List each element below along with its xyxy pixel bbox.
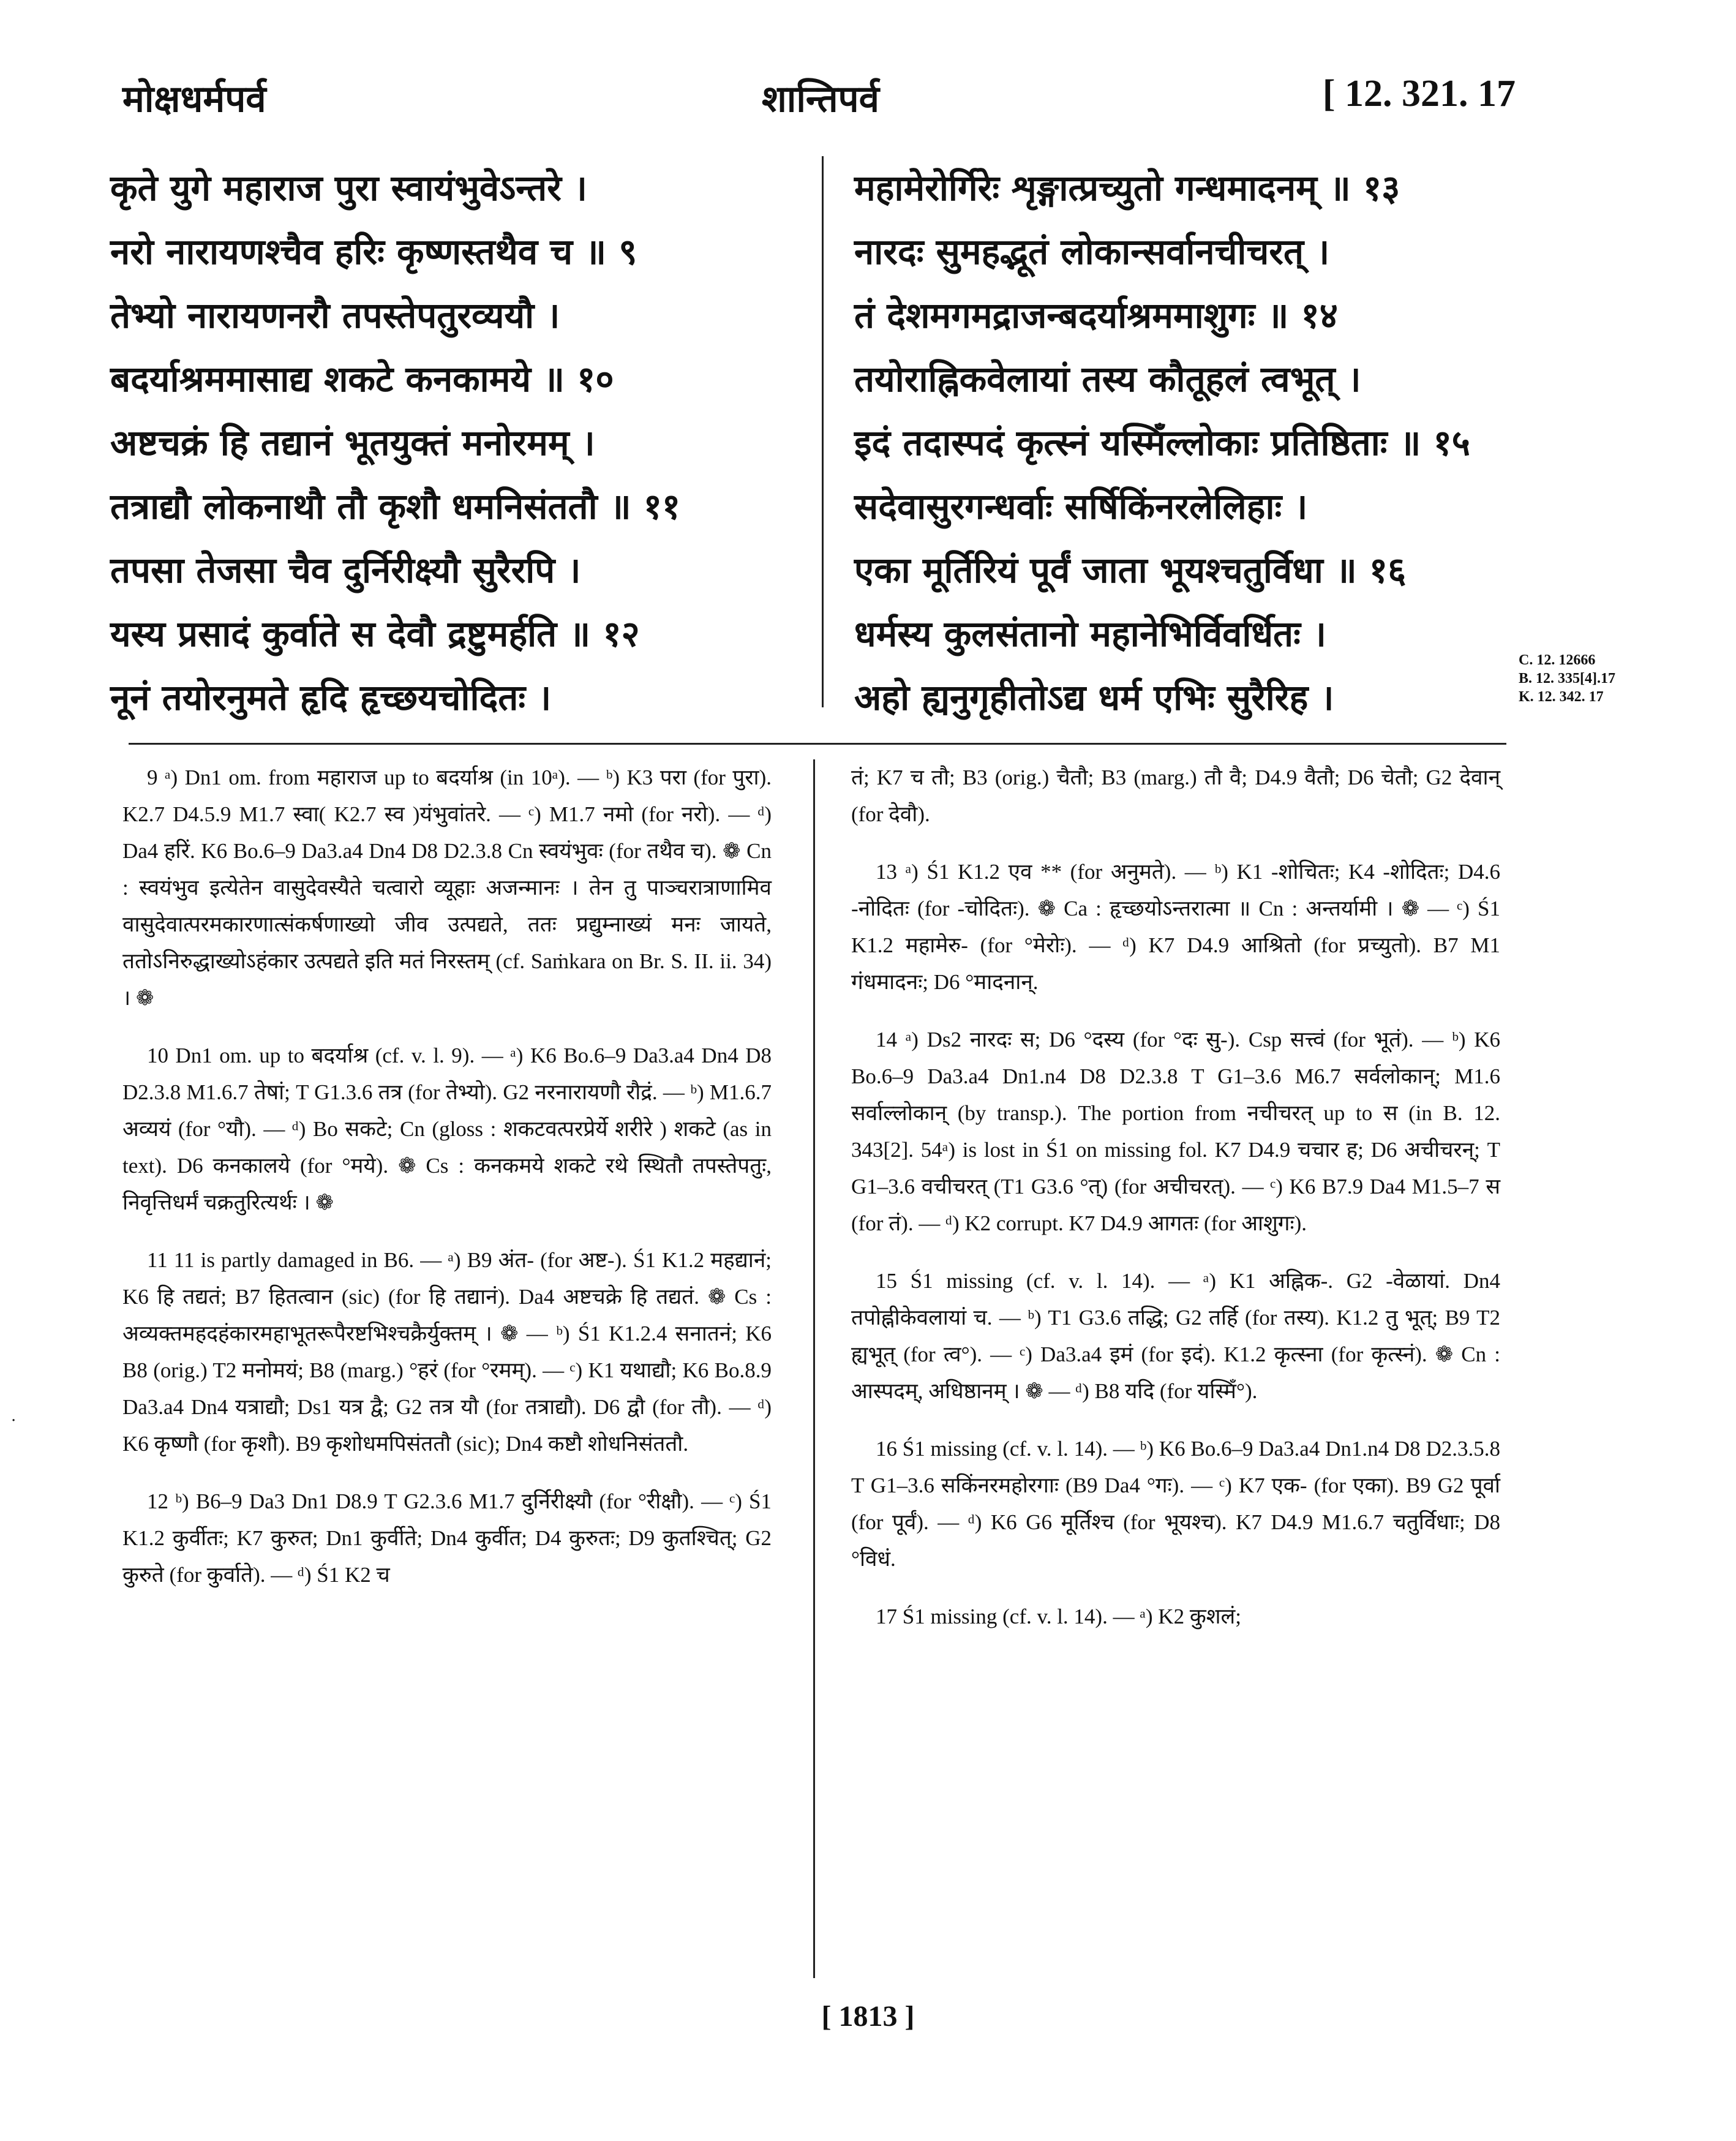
- section-rule: [129, 743, 1506, 745]
- concordance-ref: K. 12. 342. 17: [1519, 689, 1604, 705]
- notes-column-left: [122, 759, 772, 1614]
- margin-speck: ·: [11, 1412, 17, 1430]
- apparatus-note: 15 Ś1 missing (cf. v. l. 14). — ᵃ) K1 अह्निक-. G2 -वेळायां. Dn4 तपोह्नीकेवलायां च. — ᵇ) T1 G3.6 तद्धि; G2 तर्हि (for तस्य). K1.2 तु भूत्; B9 T2 ह्यभूत् (for त्व°). — ᶜ) Da3.a4 इमं (for इदं). K1.2 कृत्स्ना (for कृत्स्नं). ❁ Cn : आस्पदम्, अधिष्ठानम् । ❁ — ᵈ) B8 यदि (for यस्मिँ°).: [851, 1269, 1500, 1403]
- apparatus-note: 17 Ś1 missing (cf. v. l. 14). — ᵃ) K2 कुशलं;: [876, 1605, 1241, 1628]
- verse-line: तेभ्यो नारायणनरौ तपस्तेपतुरव्ययौ ।: [110, 295, 560, 336]
- notes-column-right: [851, 759, 1500, 1656]
- concordance-references: [1519, 651, 1615, 706]
- page-number: [ 1813 ]: [821, 2000, 915, 2033]
- verse-line: नूनं तयोरनुमते हृदि हृच्छयचोदितः ।: [110, 677, 552, 718]
- verse-line: अष्टचक्रं हि तद्यानं भूतयुक्तं मनोरमम् ।: [110, 422, 595, 464]
- verse-line: इदं तदास्पदं कृत्स्नं यस्मिँल्लोकाः प्रतिष्ठिताः ॥ १५: [854, 422, 1470, 464]
- verse-line: अहो ह्यनुगृहीतोऽद्य धर्म एभिः सुरैरिह ।: [854, 677, 1334, 718]
- running-head-reference: [ 12. 321. 17: [1322, 73, 1516, 115]
- notes-column-divider: [813, 759, 815, 1978]
- apparatus-note: 12 ᵇ) B6–9 Da3 Dn1 D8.9 T G2.3.6 M1.7 दुर्निरीक्ष्यौ (for °रीक्षौ). — ᶜ) Ś1 K1.2 कुर्वीतः; K7 कुरुत; Dn1 कुर्वीते; Dn4 कुर्वीत; D4 कुरुतः; D9 कुतश्चित्; G2 कुरुते (for कुर्वाते). — ᵈ) Ś1 K2 च: [122, 1489, 772, 1587]
- running-head-center: शान्तिपर्व: [762, 78, 879, 121]
- apparatus-note: 9 ᵃ) Dn1 om. from महाराज up to बदर्याश्र (in 10ᵃ). — ᵇ) K3 परा (for पुरा). K2.7 D4.5.9 M1.7 स्वा( K2.7 स्व )यंभुवांतरे. — ᶜ) M1.7 नमो (for नरो). — ᵈ) Da4 हरिं. K6 Bo.6–9 Da3.a4 Dn4 D8 D2.3.8 Cn स्वयंभुवः (for तथैव च). ❁ Cn : स्वयंभुव इत्येतेन वासुदेवस्यैते चत्वारो व्यूहाः अजन्मानः । तेन तु पाञ्चरात्राणामिव वासुदेवात्परमकारणात्संकर्षणाख्यो जीव उत्पद्यते, ततः प्रद्युम्नाख्यं मनः जायते, ततोऽनिरुद्धाख्योऽहंकार उत्पद्यते इति मतं निरस्तम् (cf. Saṁkara on Br. S. II. ii. 34) । ❁: [122, 766, 772, 1010]
- verse-line: महामेरोर्गिरेः शृङ्गात्प्रच्युतो गन्धमादनम् ॥ १३: [854, 167, 1400, 209]
- verse-line: सदेवासुरगन्धर्वाः सर्षिकिंनरलेलिहाः ।: [854, 486, 1308, 527]
- verse-line: नारदः सुमहद्भूतं लोकान्सर्वानचीचरत् ।: [854, 231, 1330, 273]
- apparatus-note: 10 Dn1 om. up to बदर्याश्र (cf. v. l. 9). — ᵃ) K6 Bo.6–9 Da3.a4 Dn4 D8 D2.3.8 M1.6.7 तेषां; T G1.3.6 तत्र (for तेभ्यो). G2 नरनारायणौ रौद्रं. — ᵇ) M1.6.7 अव्ययं (for °यौ). — ᵈ) Bo सकटे; Cn (gloss : शकटवत्परप्रेर्ये शरीरे ) शकटे (as in text). D6 कनकालये (for °मये). ❁ Cs : कनकमये शकटे रथे स्थितौ तपस्तेपतुः, निवृत्तिधर्मं चक्रतुरित्यर्थः । ❁: [122, 1044, 772, 1214]
- verse-line: तत्राद्यौ लोकनाथौ तौ कृशौ धमनिसंततौ ॥ ११: [110, 486, 681, 527]
- verse-column-right: [854, 156, 1546, 729]
- verse-line: यस्य प्रसादं कुर्वाते स देवौ द्रष्टुमर्हति ॥ १२: [110, 613, 640, 655]
- apparatus-note: 14 ᵃ) Ds2 नारदः स; D6 °दस्य (for °दः सु-). Csp सत्त्वं (for भूतं). — ᵇ) K6 Bo.6–9 Da3.a4 Dn1.n4 D8 D2.3.8 T G1–3.6 M6.7 सर्वलोकान्; M1.6 सर्वाल्लोकान् (by transp.). The portion from नचीचरत् up to स (in B. 12. 343[2]. 54ᵃ) is lost in Ś1 on missing fol. K7 D4.9 चचार ह; D6 अचीचरन्; T G1–3.6 वचीचरत् (T1 G3.6 °त्) (for अचीचरत्). — ᶜ) K6 B7.9 Da4 M1.5–7 स (for तं). — ᵈ) K2 corrupt. K7 D4.9 आगतः (for आशुगः).: [851, 1028, 1500, 1235]
- apparatus-note: 16 Ś1 missing (cf. v. l. 14). — ᵇ) K6 Bo.6–9 Da3.a4 Dn1.n4 D8 D2.3.5.8 T G1–3.6 सकिंनरमहोरगाः (B9 Da4 °गः). — ᶜ) K7 एक- (for एका). B9 G2 पूर्वा (for पूर्वं). — ᵈ) K6 G6 मूर्तिश्च (for भूयश्च). K7 D4.9 M1.6.7 चतुर्विधाः; D8 °विधं.: [851, 1437, 1500, 1571]
- concordance-ref: C. 12. 12666: [1519, 652, 1596, 668]
- verse-line: धर्मस्य कुलसंतानो महानेभिर्विवर्धितः ।: [854, 613, 1326, 655]
- apparatus-note: तं; K7 च तौ; B3 (orig.) चैतौ; B3 (marg.) तौ वै; D4.9 वैतौ; D6 चेतौ; G2 देवान् (for देवौ).: [851, 766, 1500, 826]
- apparatus-note: 13 ᵃ) Ś1 K1.2 एव ** (for अनुमते). — ᵇ) K1 -शोचितः; K4 -शोदितः; D4.6 -नोदितः (for -चोदितः). ❁ Ca : हृच्छयोऽन्तरात्मा ॥ Cn : अन्तर्यामी । ❁ — ᶜ) Ś1 K1.2 महामेरु- (for °मेरोः). — ᵈ) K7 D4.9 आश्रितो (for प्रच्युतो). B7 M1 गंधमादनः; D6 °मादनान्.: [851, 860, 1500, 994]
- running-head-left: मोक्षधर्मपर्व: [122, 78, 266, 121]
- concordance-ref: B. 12. 335[4].17: [1519, 671, 1615, 687]
- apparatus-note: 11 11 is partly damaged in B6. — ᵃ) B9 अंत- (for अष्ट-). Ś1 K1.2 महद्यानं; K6 हि तद्यतं; B7 हितत्वान (sic) (for हि तद्यानं). Da4 अष्टचक्रे हि तद्यतं. ❁ Cs : अव्यक्तमहदहंकारमहाभूतरूपैरष्टभिश्चक्रैर्युक्तम् । ❁ — ᵇ) Ś1 K1.2.4 सनातनं; K6 B8 (orig.) T2 मनोमयं; B8 (marg.) °हरं (for °रमम्). — ᶜ) K1 यथाद्यौ; K6 Bo.8.9 Da3.a4 Dn4 यत्राद्यौ; Ds1 यत्र द्वै; G2 तत्र यौ (for तत्राद्यौ). D6 द्वौ (for तौ). — ᵈ) K6 कृष्णौ (for कृशौ). B9 कृशोधमपिसंततौ (sic); Dn4 कष्टौ शोधनिसंततौ.: [122, 1248, 772, 1456]
- critical-apparatus: [122, 759, 1500, 1984]
- verse-line: बदर्याश्रममासाद्य शकटे कनकामये ॥ १०: [110, 358, 614, 400]
- verse-column-divider: [822, 156, 824, 707]
- verse-line: तं देशमगमद्राजन्बदर्याश्रममाशुगः ॥ १४: [854, 295, 1338, 336]
- verse-column-left: [110, 156, 802, 729]
- verse-line: नरो नारायणश्चैव हरिः कृष्णस्तथैव च ॥ ९: [110, 231, 637, 273]
- verse-line: तयोराह्निकवेलायां तस्य कौतूहलं त्वभूत् ।: [854, 358, 1361, 400]
- verse-line: एका मूर्तिरियं पूर्वं जाता भूयश्चतुर्विधा ॥ १६: [854, 549, 1407, 591]
- verse-block: [110, 156, 1641, 726]
- verse-line: कृते युगे महाराज पुरा स्वायंभुवेऽन्तरे ।: [110, 167, 588, 209]
- verse-line: तपसा तेजसा चैव दुर्निरीक्ष्यौ सुरैरपि ।: [110, 549, 581, 591]
